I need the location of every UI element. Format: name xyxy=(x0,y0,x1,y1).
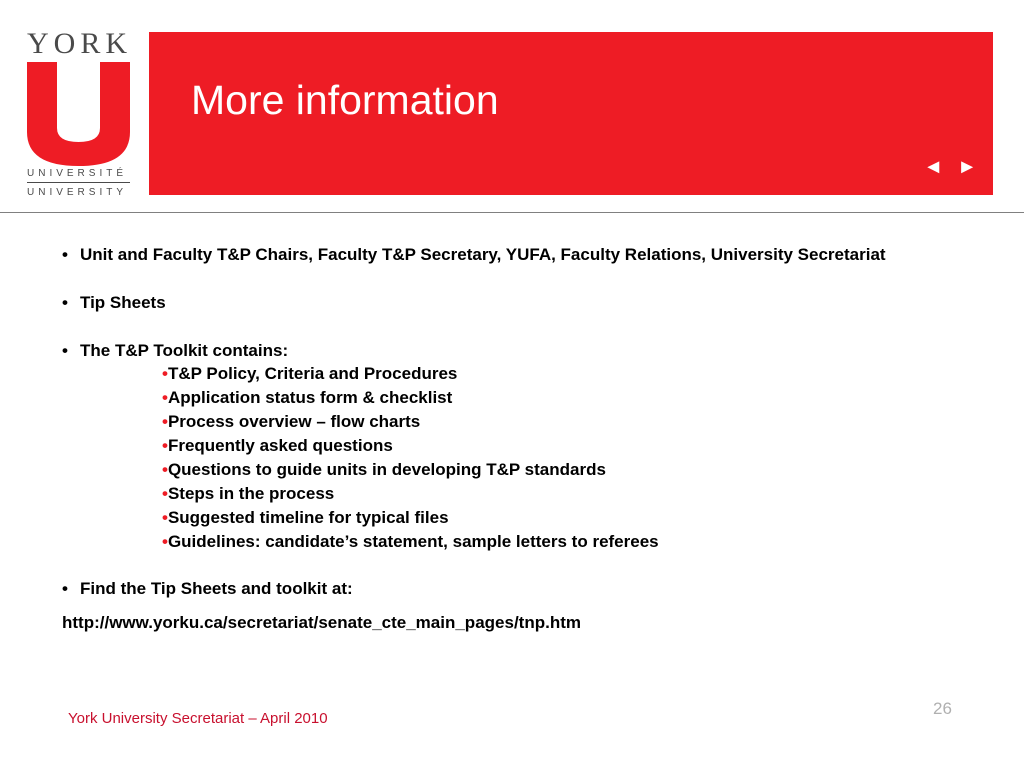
header-bar xyxy=(149,32,993,195)
logo-university-text: UNIVERSITY xyxy=(27,187,128,198)
sub-bullet: • xyxy=(162,460,168,479)
bullet-contacts xyxy=(62,244,962,266)
list-item-text: Guidelines: candidate’s statement, sample letters to referees xyxy=(167,532,659,551)
page-number: 26 xyxy=(933,699,952,718)
list-item xyxy=(62,362,962,386)
logo-universite-text: UNIVERSITÉ xyxy=(27,168,128,179)
next-slide-button[interactable]: ► xyxy=(957,156,977,178)
list-item xyxy=(62,386,962,410)
list-item-text: Frequently asked questions xyxy=(167,436,393,455)
slide-navigation xyxy=(923,156,977,178)
sub-bullet: • xyxy=(162,364,168,383)
logo-wordmark: YORK xyxy=(27,27,133,60)
bullet-dot: • xyxy=(62,245,68,264)
sub-bullet: • xyxy=(162,412,168,431)
list-item xyxy=(62,506,962,530)
list-item xyxy=(62,458,962,482)
bullet-dot: • xyxy=(62,293,68,312)
previous-slide-button[interactable]: ◄ xyxy=(923,156,944,178)
bullet-dot: • xyxy=(62,579,68,598)
sub-bullet: • xyxy=(162,532,168,551)
bullet-find xyxy=(62,578,962,600)
sub-bullet: • xyxy=(162,508,168,527)
list-item xyxy=(62,434,962,458)
logo-u-mark xyxy=(27,62,130,171)
list-item xyxy=(62,530,962,554)
bullet-tip-sheets xyxy=(62,292,962,314)
bullet-contacts-text: Unit and Faculty T&P Chairs, Faculty T&P Secretary, YUFA, Faculty Relations, University Secretariat xyxy=(80,245,886,264)
bullet-toolkit xyxy=(62,340,962,362)
list-item-text: Process overview – flow charts xyxy=(167,412,421,431)
list-item-text: Application status form & checklist xyxy=(167,388,453,407)
toolkit-list xyxy=(62,362,962,554)
logo-rule xyxy=(27,182,130,183)
bullet-find-text: Find the Tip Sheets and toolkit at: xyxy=(80,579,353,598)
sub-bullet: • xyxy=(162,484,168,503)
sub-bullet: • xyxy=(162,388,168,407)
york-university-logo xyxy=(18,28,138,204)
bullet-dot: • xyxy=(62,341,68,360)
footer-text: York University Secretariat – April 2010 xyxy=(68,710,328,727)
logo-u-icon xyxy=(27,62,130,166)
list-item-text: Steps in the process xyxy=(167,484,335,503)
slide-title: More information xyxy=(191,77,499,123)
bullet-toolkit-text: The T&P Toolkit contains: xyxy=(80,341,289,360)
list-item-text: Questions to guide units in developing T&P standards xyxy=(167,460,606,479)
sub-bullet: • xyxy=(162,436,168,455)
list-item xyxy=(62,482,962,506)
header-divider xyxy=(0,212,1024,213)
toolkit-url-link[interactable]: http://www.yorku.ca/secretariat/senate_cte_main_pages/tnp.htm xyxy=(62,613,581,632)
slide-content xyxy=(62,244,962,634)
list-item xyxy=(62,410,962,434)
list-item-text: Suggested timeline for typical files xyxy=(167,508,449,527)
list-item-text: T&P Policy, Criteria and Procedures xyxy=(167,364,458,383)
bullet-tip-sheets-text: Tip Sheets xyxy=(80,293,166,312)
